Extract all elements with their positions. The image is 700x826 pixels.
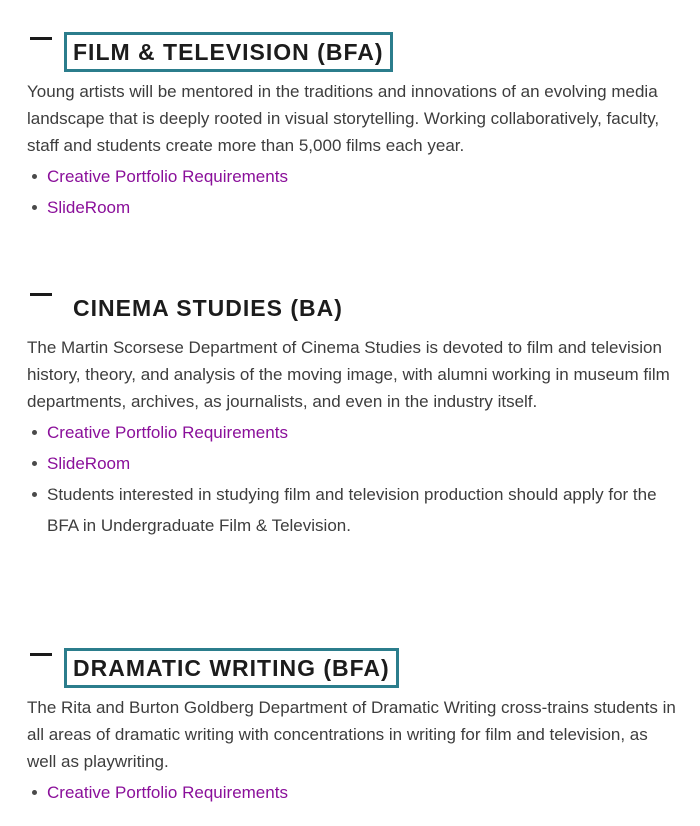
section-film-television [0, 32, 700, 223]
collapse-dash-icon[interactable] [30, 37, 52, 40]
section-title-cinema-studies[interactable]: CINEMA STUDIES (BA) [73, 295, 343, 321]
link-list [0, 777, 700, 808]
section-description: The Rita and Burton Goldberg Department of Dramatic Writing cross-trains students in all areas of dramatic writing with concentrations in writing for film and television, as well as playwriting. [27, 698, 676, 771]
production-note: Students interested in studying film and television production should apply for the BFA in Undergraduate Film & Television. [30, 479, 680, 541]
creative-portfolio-link[interactable]: Creative Portfolio Requirements [47, 423, 288, 442]
creative-portfolio-link[interactable]: Creative Portfolio Requirements [47, 783, 288, 802]
collapse-dash-icon[interactable] [30, 653, 52, 656]
link-list [0, 161, 700, 223]
list-item [30, 417, 680, 448]
section-heading-row[interactable] [0, 648, 700, 688]
link-list [0, 417, 700, 541]
section-heading-row[interactable] [0, 32, 700, 72]
section-title-dramatic-writing[interactable]: DRAMATIC WRITING (BFA) [64, 648, 399, 688]
list-item [30, 161, 680, 192]
section-description: The Martin Scorsese Department of Cinema Studies is devoted to film and television history, theory, and analysis of the moving image, with alumni working in museum film departments, archives, as journalists, and even in the industry itself. [27, 338, 670, 411]
section-dramatic-writing [0, 648, 700, 808]
slideroom-link[interactable]: SlideRoom [47, 454, 131, 473]
section-heading-row[interactable] [0, 288, 700, 328]
collapse-dash-icon[interactable] [30, 293, 52, 296]
list-item [30, 448, 680, 479]
creative-portfolio-link[interactable]: Creative Portfolio Requirements [47, 167, 288, 186]
slideroom-link[interactable]: SlideRoom [47, 198, 131, 217]
section-cinema-studies [0, 288, 700, 541]
list-item [30, 777, 680, 808]
section-description: Young artists will be mentored in the traditions and innovations of an evolving media landscape that is deeply rooted in visual storytelling. Working collaboratively, faculty, staff and students create more than 5,000 films each year. [27, 82, 660, 155]
section-title-film-television[interactable]: FILM & TELEVISION (BFA) [64, 32, 393, 72]
list-item [30, 192, 680, 223]
